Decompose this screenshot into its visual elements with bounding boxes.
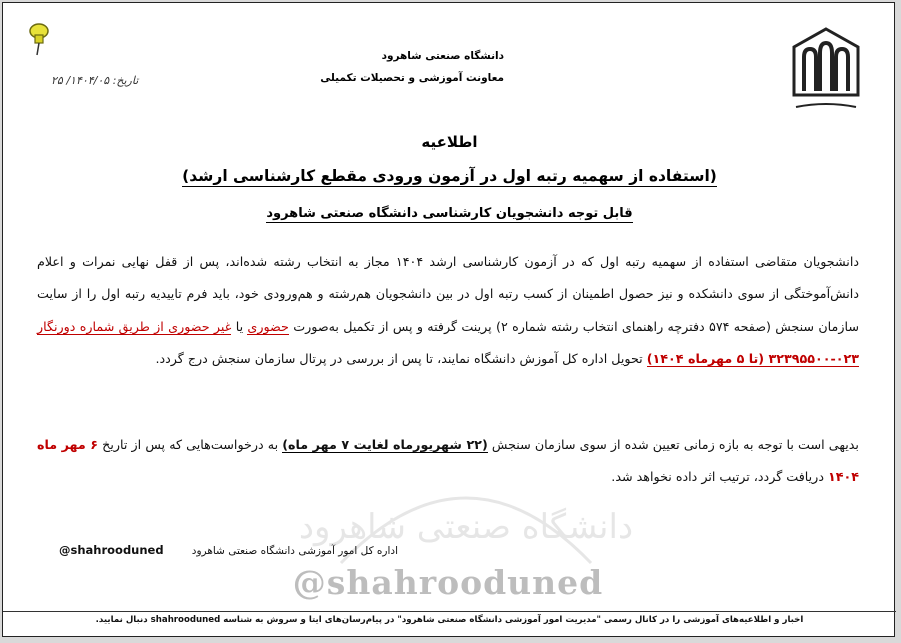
- notice-subject-text: (استفاده از سهمیه رتبه اول در آزمون ورودی مقطع کارشناسی ارشد): [182, 167, 717, 185]
- paragraph-1-text-a: دانشجویان متقاضی استفاده از سهمیه رتبه اول که در آزمون کارشناسی ارشد ۱۴۰۴ مجاز به انتخاب رشته شده‌اند، پس از قفل نهایی نمرات و اعلام دانش‌آموختگی از سوی دانشکده و نیز حصول اطمینان از کسب رتبه اول در بین دانشجویان هم‌رشته و هم‌ورودی خود، باید فرم تاییدیه رتبه اول را از سایت سازمان سنجش (صفحه ۵۷۴ دفترچه راهنمای انتخاب رشته شماره ۲) پرینت گرفته و پس از تکمیل به‌صورت: [37, 254, 859, 334]
- deadline-date: ۶ مهر ماه ۱۴۰۴: [37, 437, 859, 485]
- remote-option: غیر حضوری از طریق شماره دورنگار: [37, 318, 232, 334]
- watermark-handle: @shahrooduned: [292, 563, 604, 602]
- paragraph-2-text-c: دریافت گردد، ترتیب اثر داده نخواهد شد.: [611, 469, 824, 485]
- date: [51, 74, 138, 87]
- or-word: یا: [235, 318, 244, 334]
- notice-heading: اطلاعیه: [421, 133, 478, 151]
- paragraph-2: [37, 429, 859, 494]
- submission-period: (۲۲ شهریورماه لغایت ۷ مهر ماه): [282, 437, 488, 452]
- notice-audience-text: قابل توجه دانشجویان کارشناسی دانشگاه صنعتی شاهرود: [266, 206, 633, 221]
- university-name: دانشگاه صنعتی شاهرود: [381, 50, 504, 62]
- university-logo: [788, 25, 864, 115]
- pushpin-icon: [25, 21, 53, 57]
- channel-handle: @shahrooduned: [59, 543, 164, 557]
- watermark-seal-text: دانشگاه صنعتی شاهرود: [298, 507, 634, 547]
- notice-audience: [3, 206, 896, 221]
- in-person-option: حضوری: [247, 318, 289, 334]
- paragraph-2-text-b: به درخواست‌هایی که پس از تاریخ: [102, 437, 279, 452]
- date-value: ۱۴۰۴/۰۵/ ۲۵: [51, 74, 110, 87]
- signature: اداره کل امور آموزشی دانشگاه صنعتی شاهرود: [191, 545, 398, 557]
- footer-note: اخبار و اطلاعیه‌های آموزشی را در کانال رسمی "مدیریت امور آموزشی دانشگاه صنعتی شاهرود" در پیام‌رسان‌های ایتا و سروش به شناسه shahrooduned دنبال نمایید.: [3, 611, 896, 638]
- date-label: تاریخ:: [112, 74, 139, 87]
- fax-number: ۰۲۳-۳۲۳۹۵۵۰۰ (تا ۵ مهرماه ۱۴۰۴): [646, 350, 859, 366]
- paragraph-2-text-a: بدیهی است با توجه به بازه زمانی تعیین شده از سوی سازمان سنجش: [491, 437, 859, 452]
- notice-subject: [3, 167, 896, 185]
- document-page: [2, 2, 895, 637]
- department-name: معاونت آموزشی و تحصیلات تکمیلی: [320, 72, 504, 84]
- paragraph-1: [37, 246, 859, 375]
- paragraph-1-text-b: تحویل اداره کل آموزش دانشگاه نمایند، تا پس از بررسی در پرتال سازمان سنجش درج گردد.: [155, 350, 643, 366]
